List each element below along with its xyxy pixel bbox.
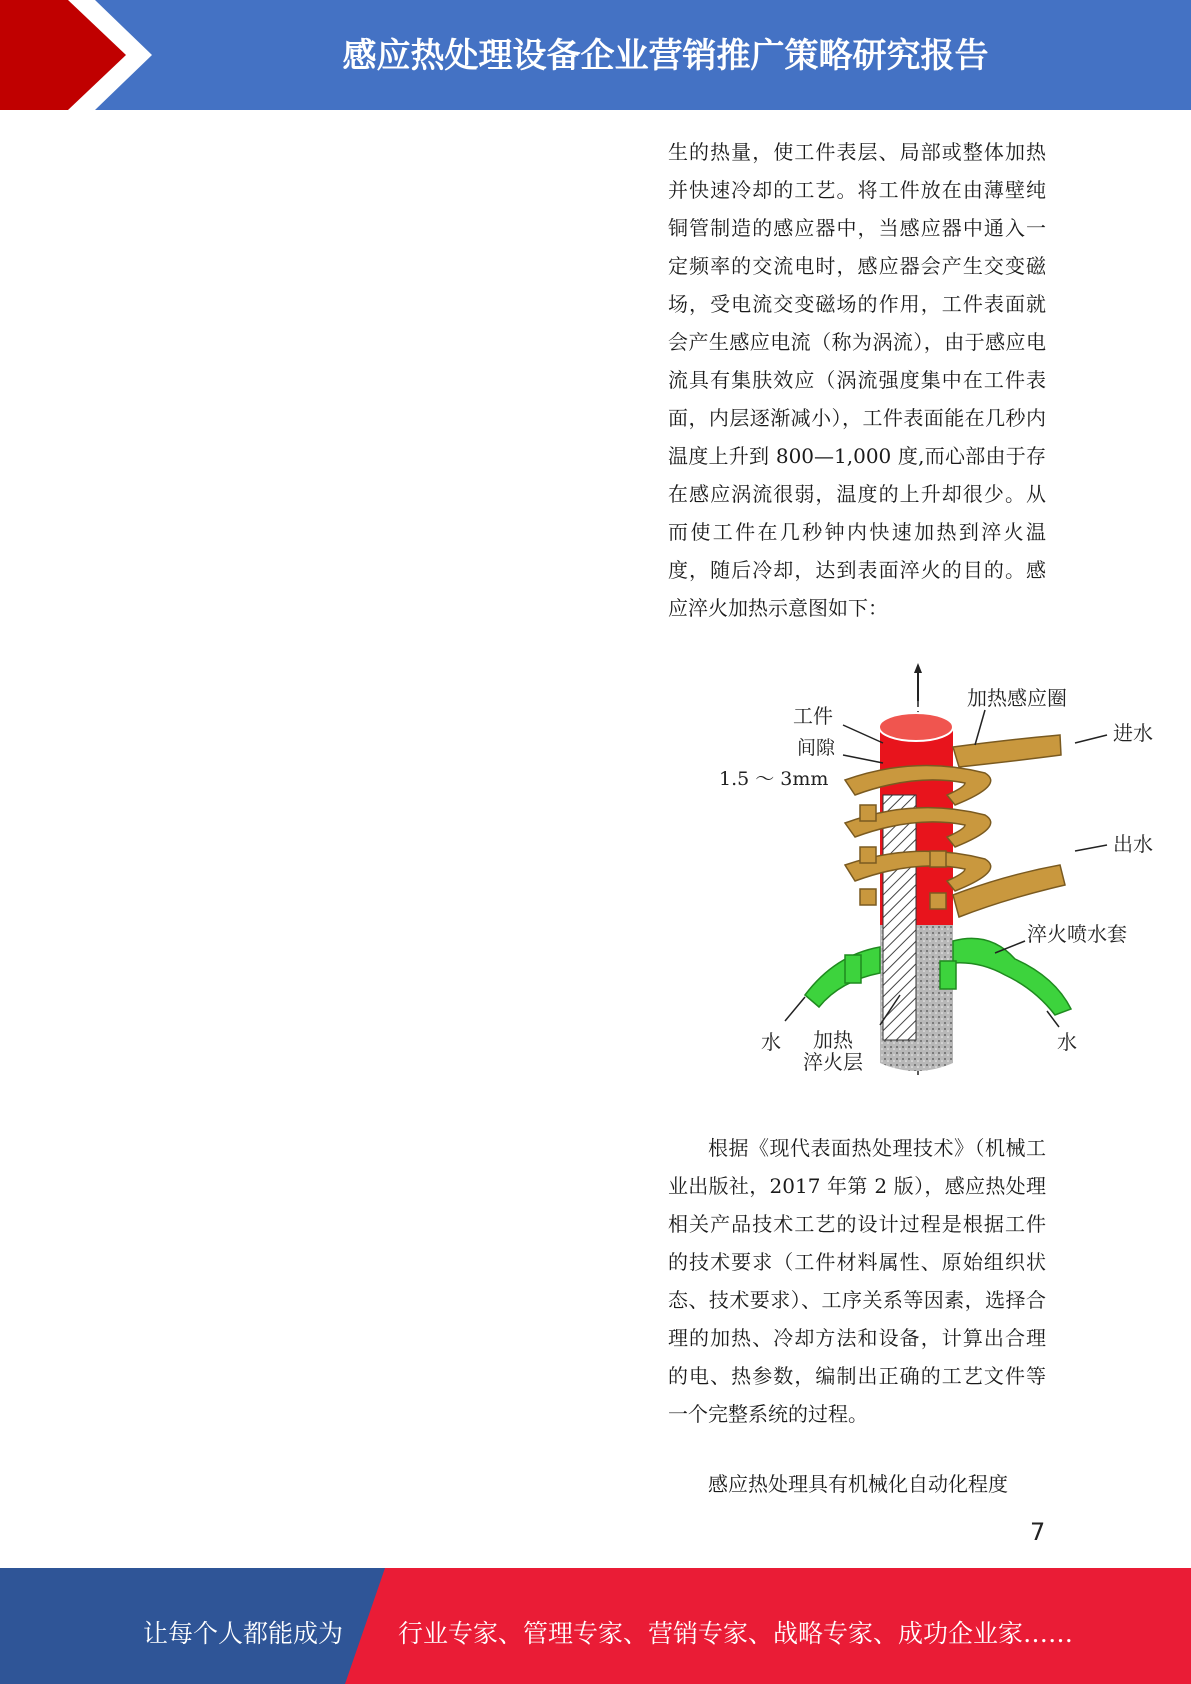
page-header	[0, 0, 1191, 110]
label-water-left: 水	[761, 1030, 781, 1054]
page-number: 7	[1030, 1518, 1046, 1546]
header-title: 感应热处理设备企业营销推广策略研究报告	[342, 36, 989, 76]
label-layer-line1: 加热	[813, 1028, 853, 1052]
paragraph-1: 生的热量，使工件表层、局部或整体加热并快速冷却的工艺。将工件放在由薄壁纯铜管制造的感应器中，当感应器中通入一定频率的交流电时，感应器会产生交变磁场，受电流交变磁场的作用，工件表面就会产生感应电流（称为涡流），由于感应电流具有集肤效应（涡流强度集中在工件表面，内层逐渐减小），工件表面能在几秒内温度上升到 800—1,000 度,而心部由于存在感应涡流很弱，温度的上升却很少。从而使工件在几秒钟内快速加热到淬火温度，随后冷却，达到表面淬火的目的。感应淬火加热示意图如下：	[668, 140, 1046, 620]
footer-slogan-right: 行业专家、管理专家、营销专家、战略专家、成功企业家……	[398, 1619, 1074, 1648]
body-text-column-3	[668, 1465, 1046, 1503]
label-water-in: 进水	[1113, 721, 1153, 745]
label-layer-line2: 淬火层	[803, 1050, 863, 1074]
label-spray: 淬火喷水套	[1027, 922, 1127, 946]
label-workpiece: 工件	[793, 704, 833, 728]
diagram-illustration	[715, 655, 1171, 1087]
label-gap-size: 1.5 ～ 3mm	[719, 768, 829, 790]
label-water-right: 水	[1057, 1030, 1077, 1054]
label-gap: 间隙	[797, 737, 836, 759]
body-text-column-2	[668, 1129, 1046, 1433]
induction-heating-diagram	[715, 655, 1171, 1087]
paragraph-2: 根据《现代表面热处理技术》（机械工业出版社，2017 年第 2 版），感应热处理相关产品技术工艺的设计过程是根据工件的技术要求（工件材料属性、原始组织状态、技术要求）、工序关系等因素，选择合理的加热、冷却方法和设备，计算出合理的电、热参数，编制出正确的工艺文件等一个完整系统的过程。	[668, 1136, 1046, 1426]
page-footer	[0, 1568, 1191, 1684]
label-water-out: 出水	[1113, 832, 1153, 856]
body-text-column	[668, 133, 1046, 627]
paragraph-3: 感应热处理具有机械化自动化程度	[708, 1472, 1008, 1496]
label-coil: 加热感应圈	[967, 686, 1067, 710]
footer-slogan-left: 让每个人都能成为	[143, 1619, 344, 1648]
